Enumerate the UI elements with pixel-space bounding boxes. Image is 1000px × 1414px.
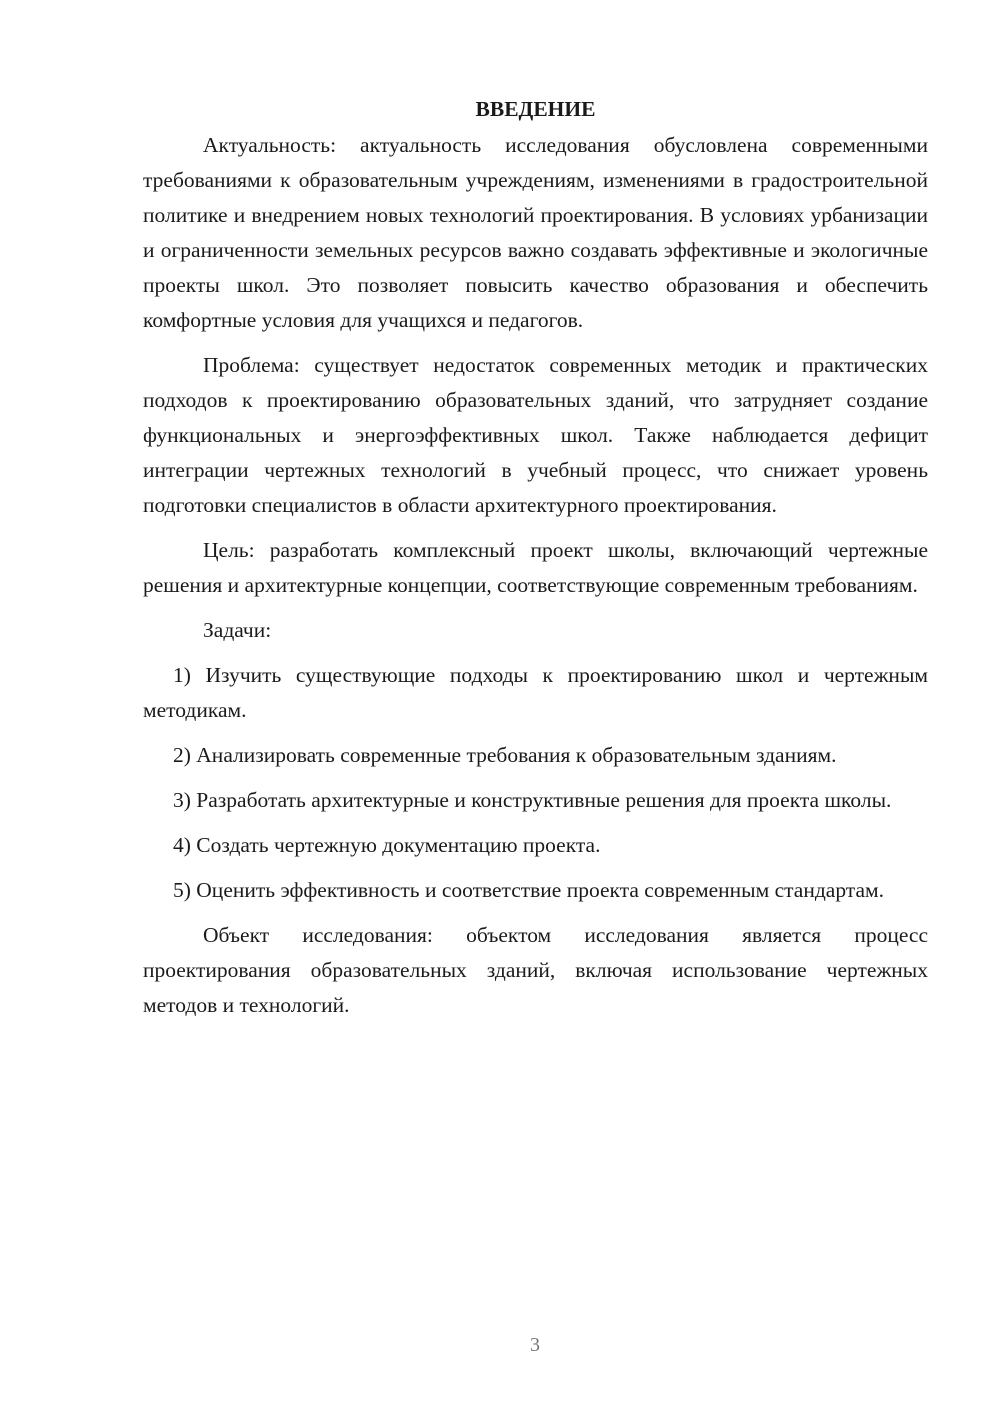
task-item-4: 4) Создать чертежную документацию проекта. [173, 833, 601, 857]
page-title: ВВЕДЕНИЕ [475, 97, 596, 121]
document-page [143, 92, 928, 1033]
tasks-label: Задачи: [203, 618, 272, 642]
task-item-5: 5) Оценить эффективность и соответствие проекта современным стандартам. [173, 878, 884, 902]
paragraph-object: Объект исследования: объектом исследования является процесс проектирования образовательных зданий, включая использование чертежных методов и технологий. [143, 923, 928, 1017]
paragraph-goal: Цель: разработать комплексный проект школы, включающий чертежные решения и архитектурные концепции, соответствующие современным требованиям. [143, 538, 928, 597]
paragraph-relevance: Актуальность: актуальность исследования обусловлена современными требованиями к образовательным учреждениям, изменениями в градостроительной политике и внедрением новых технологий проектирования. В условиях урбанизации и ограниченности земельных ресурсов важно создавать эффективные и экологичные проекты школ. Это позволяет повысить качество образования и обеспечить комфортные условия для учащихся и педагогов. [143, 133, 928, 332]
page-number: 3 [530, 1334, 540, 1356]
task-item-2: 2) Анализировать современные требования к образовательным зданиям. [173, 743, 837, 767]
task-item-1: 1) Изучить существующие подходы к проектированию школ и чертежным методикам. [143, 663, 928, 722]
task-item-3: 3) Разработать архитектурные и конструктивные решения для проекта школы. [173, 788, 892, 812]
paragraph-problem: Проблема: существует недостаток современных методик и практических подходов к проектированию образовательных зданий, что затрудняет создание функциональных и энергоэффективных школ. Также наблюдается дефицит интеграции чертежных технологий в учебный процесс, что снижает уровень подготовки специалистов в области архитектурного проектирования. [143, 353, 928, 517]
